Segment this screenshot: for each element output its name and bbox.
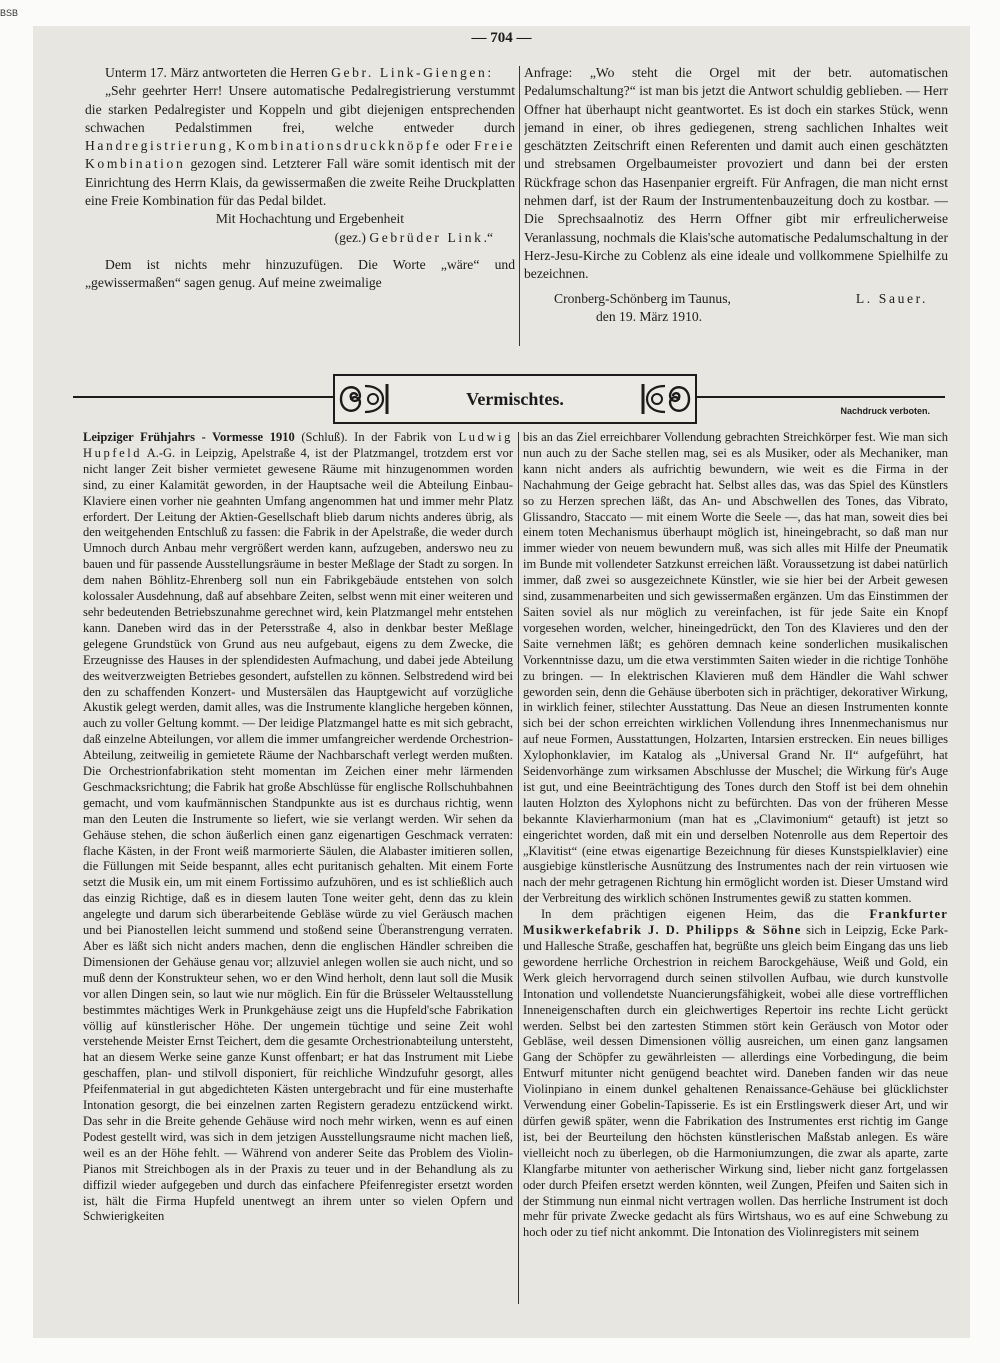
author-name: L. Sauer.: [855, 290, 928, 306]
reprint-notice: Nachdruck verboten.: [840, 406, 930, 416]
letter-body: „Sehr geehrter Herr! Unsere automatische Pedalregistrierung verstummt die starken Pedalregister und Koppeln und gibt diejenigen entsprechenden schwachen Pedalstimmen frei, welche entweder durch Handregistrierung, Kombinationsdruckknöpfe oder Freie Kombination gezogen sind. Letzterer Fall wäre somit identisch mit der Einrichtung des Herrn Klais, da gewissermaßen die zweite Reihe Druckplatten eine Freie Kombination für das Pedal bildet.: [85, 83, 515, 209]
reply-paragraph: Anfrage: „Wo steht die Orgel mit der betr. automatischen Pedalumschaltung?“ ist man bis jetzt die Antwort schuldig geblieben. — Herr Offner hat überhaupt nicht geantwortet. Es ist doch ein starkes Stück, wenn jemand in einer, ob ihres gediegenen, streng sachlichen Inhaltes weit geschätzten Zeitschrift einen Referenten und damit auch einen geschätzten und strebsamen Orgelbaumeister provoziert und dann bei der ersten Rückfrage schon das Hasenpanier ergreift. Für Anfragen, die man nicht ernst nehmen darf, ist der Raum der Instrumentenbauzeitung doch zu kostbar. — Die Sprechsaalnotiz des Herrn Offner gibt mir erfreulicherweise Veranlassung, nochmals die Klais'sche automatische Pedalumschaltung in der Herz-Jesu-Kirche zu Coblenz als eine ideale und vollkommene Spielhilfe zu bezeichnen.: [524, 65, 948, 282]
commentary-paragraph: Dem ist nichts mehr hinzuzufügen. Die Worte „wäre“ und „gewissermaßen“ sagen genug. Auf meine zweimalige: [85, 256, 515, 291]
letter-signature: (gez.) Gebrüder Link.“: [334, 229, 493, 245]
banner-rule-left: [73, 396, 333, 398]
article-continuation: bis an das Ziel erreichbarer Vollendung gebrachten Streichkörper fest. Wie man sich nun auch zu der Sache stellen mag, sei es als Musiker, oder als Mechaniker, man kann nicht anders als aufrichtig bewundern, wie weit es die Firma in der Nachahmung der Geige gebracht hat. Selbst alles das, was das Spiel des Künstlers so zu Herzen sprechen läßt, das An- und Abschwellen des Tones, das Vibrato, Glissandro, Staccato — mit einem Worte die Seele —, das hat man, soweit dies bei einem toten Mechanismus überhaupt möglich ist, hineingebracht, so daß man nur immer wieder von neuem bewundern muß, was sich alles mit Hilfe der Pneumatik im Bunde mit vollendeter Satzkunst erreichen läßt. Voraussetzung ist dabei natürlich immer, daß zwei so ausgezeichnete Künstler, wie sie hier bei der Arbeit gewesen sind, zusammenarbeiten und sich gewissermaßen ergänzen. Um das Einstimmen der Saiten soviel als nur möglich zu vereinfachen, ist für jede Saite ein Knopf vorgesehen worden, welcher, hineingedrückt, den Ton des Klavieres und den der Saite vernehmen läßt; es gehören demnach keine sonderlichen musikalischen Vorkenntnisse dazu, um die etwa verstimmten Saiten wieder in die richtige Tonhöhe zu bringen. — In elektrischen Klavieren muß dem Händler die Wahl schwer geworden sein, denn die Gehäuse überboten sich in prächtiger, dekorativer Wirkung, in wirklich feiner, stilechter Ausstattung. Das Neue an diesen Instrumenten konnte sich bei der schon erreichten wirklichen Vollendung ihres Innenmechanismus nur auf neue Formen, Ausstattungen, Holzarten, Intarsien erstrecken. Ein neues billiges Xylophonklavier, im Katalog als „Universal Grand Nr. II“ aufgeführt, hat Seidenvorhänge zum wirksamen Abschlusse der Muschel; die Wirkung für's Auge ist gut, und eine Beeinträchtigung des Tones durch den Stoff ist bei dem ohnehin lauten Holzton des Xylophons nicht zu befürchten. Das von der früheren Messe bekannte Klavierharmonium (man hat es „Clavimonium“ getauft) ist jetzt so eingerichtet worden, daß mit ein und derselben Notenrolle aus dem Repertoir des „Klavitist“ (eine etwas eigenartige Bezeichnung für dieses Kunstspielklavier) eine ausgiebige künstlerische Ausnützung des Instrumentes nach der rein virtuosen wie nach der mehr getragenen Richtung hin ermöglicht worden ist. Dieser Umstand wird der Verbreitung des wirklich schönen Instrumentes gewiß zu statten kommen.: [523, 430, 948, 906]
library-mark: BSB: [0, 8, 19, 18]
letter-closing: Mit Hochachtung und Ergebenheit: [215, 211, 405, 227]
section-title: Vermischtes.: [466, 389, 564, 409]
dateline: [524, 290, 948, 308]
banner-rule-right: [695, 396, 945, 398]
top-right-column: [524, 64, 948, 348]
firm-philipps: Frankfurter Musikwerkefabrik J. D. Philipps & Söhne: [523, 907, 948, 938]
left-scroll-ornament-icon: [337, 380, 393, 418]
article-philipps: In dem prächtigen eigenen Heim, das die Frankfurter Musikwerkefabrik J. D. Philipps & Söhne sich in Leipzig, Ecke Park- und Hallesche Straße, geschaffen hat, begrüßte uns gleich beim Eingang das uns lieb gewordene herrliche Orchestrion in reichem Barockgehäuse, Weiß und Gold, ein Werk gleich hervorragend durch seinen stilvollen Aufbau, wie durch kunstvolle Intonation und vollendetste Nuancierungsfähigkeit, wobei alle diese vortrefflichen Inneneigenschaften durch ein gleichwertiges Repertoir ins rechte Licht gerückt werden. Selbst bei den zartesten Stimmen stört kein Geräusch von Motor oder Gebläse, weil dessen Dimensionen völlig ausreichen, um einen ganz langsamen Gang der Schöpfer zu gewährleisten — allerdings eine Vorbedingung, die beim Entwurf mitunter nicht genügend beachtet wird. Daneben fanden wir das neue Violinpiano in einem dunkel gehaltenen Renaissance-Gehäuse bei glücklichster Verwendung einer Gobelin-Tapisserie. Es ist ein Erstlingswerk dieser Art, und wir dürfen gewiß später, wenn die Fabrikation des Instrumentes erst richtig im Gange ist, bei der Beurteilung den höchsten künstlerischen Maßstab anlegen. Es wäre vielleicht noch zu überlegen, ob die Harmoniumzungen, die zwar als aparte, zarte Klangfarbe mitunter von aetherischer Wirkung sind, lieber nicht ganz fortgelassen oder durch Pfeifen ersetzt werden könnten, weil Zungen, Pfeifen und Saiten sich in der Stimmung nun einmal nicht vertragen wollen. Das herrliche Instrument ist doch mehr für private Zwecke gedacht als fürs Wirtshaus, wo es auf eine Schwebung zu hoch oder zu tief nicht ankommt. Die Intonation des Violinregisters mit seinem: [523, 907, 948, 1240]
column-rule-body: [518, 432, 519, 1304]
dateline-date: den 19. März 1910.: [596, 308, 703, 324]
top-left-column: [85, 64, 515, 348]
body-right-column: [523, 430, 948, 1306]
scanned-page: [33, 26, 970, 1338]
firm-name: Gebr. Link-Giengen: [331, 65, 488, 80]
column-rule-top: [519, 66, 520, 346]
article-lead: Leipziger Frühjahrs - Vormesse 1910: [83, 430, 295, 444]
letter-intro: Unterm 17. März antworteten die Herren Gebr. Link-Giengen:: [105, 65, 492, 80]
dateline-place: Cronberg-Schönberg im Taunus,: [554, 290, 731, 306]
right-scroll-ornament-icon: [637, 380, 693, 418]
section-banner: [333, 374, 697, 424]
body-left-column: [83, 430, 513, 1306]
article-hupfeld: Leipziger Frühjahrs - Vormesse 1910 (Schluß). In der Fabrik von Ludwig Hupfeld A.-G. in Leipzig, Apelstraße 4, ist der Platzmangel, trotzdem erst vor nicht langer Zeit bisher vermietet gewesene Räume mit hinzugenommen worden sind, zu einer Kalamität geworden, in der Hauptsache weil die Abteilung Einbau-Klaviere einen vorher nie geahnten Umfang angenommen hat und immer mehr Platz erfordert. Der Leitung der Aktien-Gesellschaft blieb darum nichts anderes übrig, als den weitgehenden Entschluß zu fassen: die Fabrik in der Apelstraße, die weder durch Umnoch durch Anbau mehr vergrößert werden kann, aufzugeben, anderswo neu zu bauen und für passende Ausstellungsräume in bester Meßlage der Stadt zu sorgen. In dem nahen Böhlitz-Ehrenberg soll nun ein Fabrikgebäude entstehen von solch kolossaler Ausdehnung, daß auf absehbare Zeiten, selbst wenn mit einer weiteren und sehr bedeutenden Betriebszunahme gerechnet wird, kein Platzmangel mehr entstehen kann. Daneben wird das in der Petersstraße 4, also in denkbar bester Meßlage gelegene Grundstück von Grund aus neu aufgebaut, eigens zu dem Zwecke, die Erzeugnisse des Hauses in der splendidesten Aufmachung, und dabei jede Abteilung des weitverzweigten Betriebes gesondert, aufstellen zu können. Selbstredend wird bei den zu schaffenden Konzert- und Mustersälen das Hauptgewicht auf vorzügliche Akustik gelegt werden, damit alles, was die Instrumente klangliche hergeben können, auch zu voller Geltung kommt. — Der leidige Platzmangel hatte es mit sich gebracht, daß einzelne Abteilungen, vor allem die immer umfangreicher werdende Orchestrion-Abteilung, zeitweilig in gemietete Räume der Nachbarschaft verlegt werden mußten. Die Orchestrionfabrikation steht momentan im Zeichen einer mehr lärmenden Geschmacksrichtung; die Fabrik hat große Abschlüsse für englische Rollschuhbahnen gemacht, und vom kaufmännischen Standpunkte aus ist es durchaus richtig, wenn man den Leuten die Instrumente so liefert, wie sie verlangt werden. Wir sehen da Gehäuse stehen, die schon äußerlich einen ganz eigenartigen Geschmack verraten: flache Kästen, in der Front weiß marmorierte Säulen, die Alabaster imitieren sollen, die Füllungen mit Seide bespannt, alles echt puritanisch gehalten. Mit einem Forte setzt die Musik ein, um mit einem Fortissimo aufzuhören, und es ist schließlich auch das einzig Richtige, daß es in diesem lauten Tone weiter geht, denn das zu klein angelegte und darum sich überarbeitende Gebläse würde zu viel Geräusch machen und bei Pianostellen leicht summend und stoßend seine Überanstrengung verraten. Aber es läßt sich nicht anders machen, denn die englischen Händler schreiben die Dimensionen der Gehäuse genau vor; allzuviel anlegen wollen sie auch nicht, und so muß denn der Konstrukteur sehen, wo er den Wind herholt, denn laut soll die Musik vor allen Dingen sein, so laut wie nur möglich. Ein für die Brüsseler Weltausstellung bestimmtes mächtiges Werk in Prunkgehäuse zeigt uns die Hupfeld'sche Fabrikation völlig auf künstlerischer Höhe. Der ungemein tüchtige und seine Zeit wohl verstehende Meister Ernst Teichert, dem die gesamte Orchestrionabteilung untersteht, hat an diesem Werke seine ganze Kunst offenbart; er hat das Instrument mit Liebe geschaffen, plan- und stilvoll disponiert, für reichliche Windzufuhr gesorgt, alles Pfeifenmaterial in gut abgedichteten Kästen untergebracht und für eine musterhafte Intonation gesorgt, die bei einzelnen zarten Registern geradezu entzückend wirkt. Das sehr in die Breite gehende Gehäuse wird noch mehr wirken, wenn es auf einen Podest gestellt wird, was sich in dem jetzigen Ausstellungsraume nicht machen ließ, weil es an der Höhe fehlt. — Während von anderer Seite das Problem des Violin-Pianos mit Streichbogen als in der Praxis zu teuer und in der Behandlung als zu diffizil wieder aufgegeben und durch das einfachere Pfeifenregister ersetzt worden ist, hält die Firma Hupfeld unentwegt an ihrem unter so vielen Opfern und Schwierigkeiten: [83, 430, 513, 1224]
page-number: — 704 —: [471, 30, 532, 46]
firm-hupfeld: Ludwig Hupfeld: [83, 430, 513, 460]
